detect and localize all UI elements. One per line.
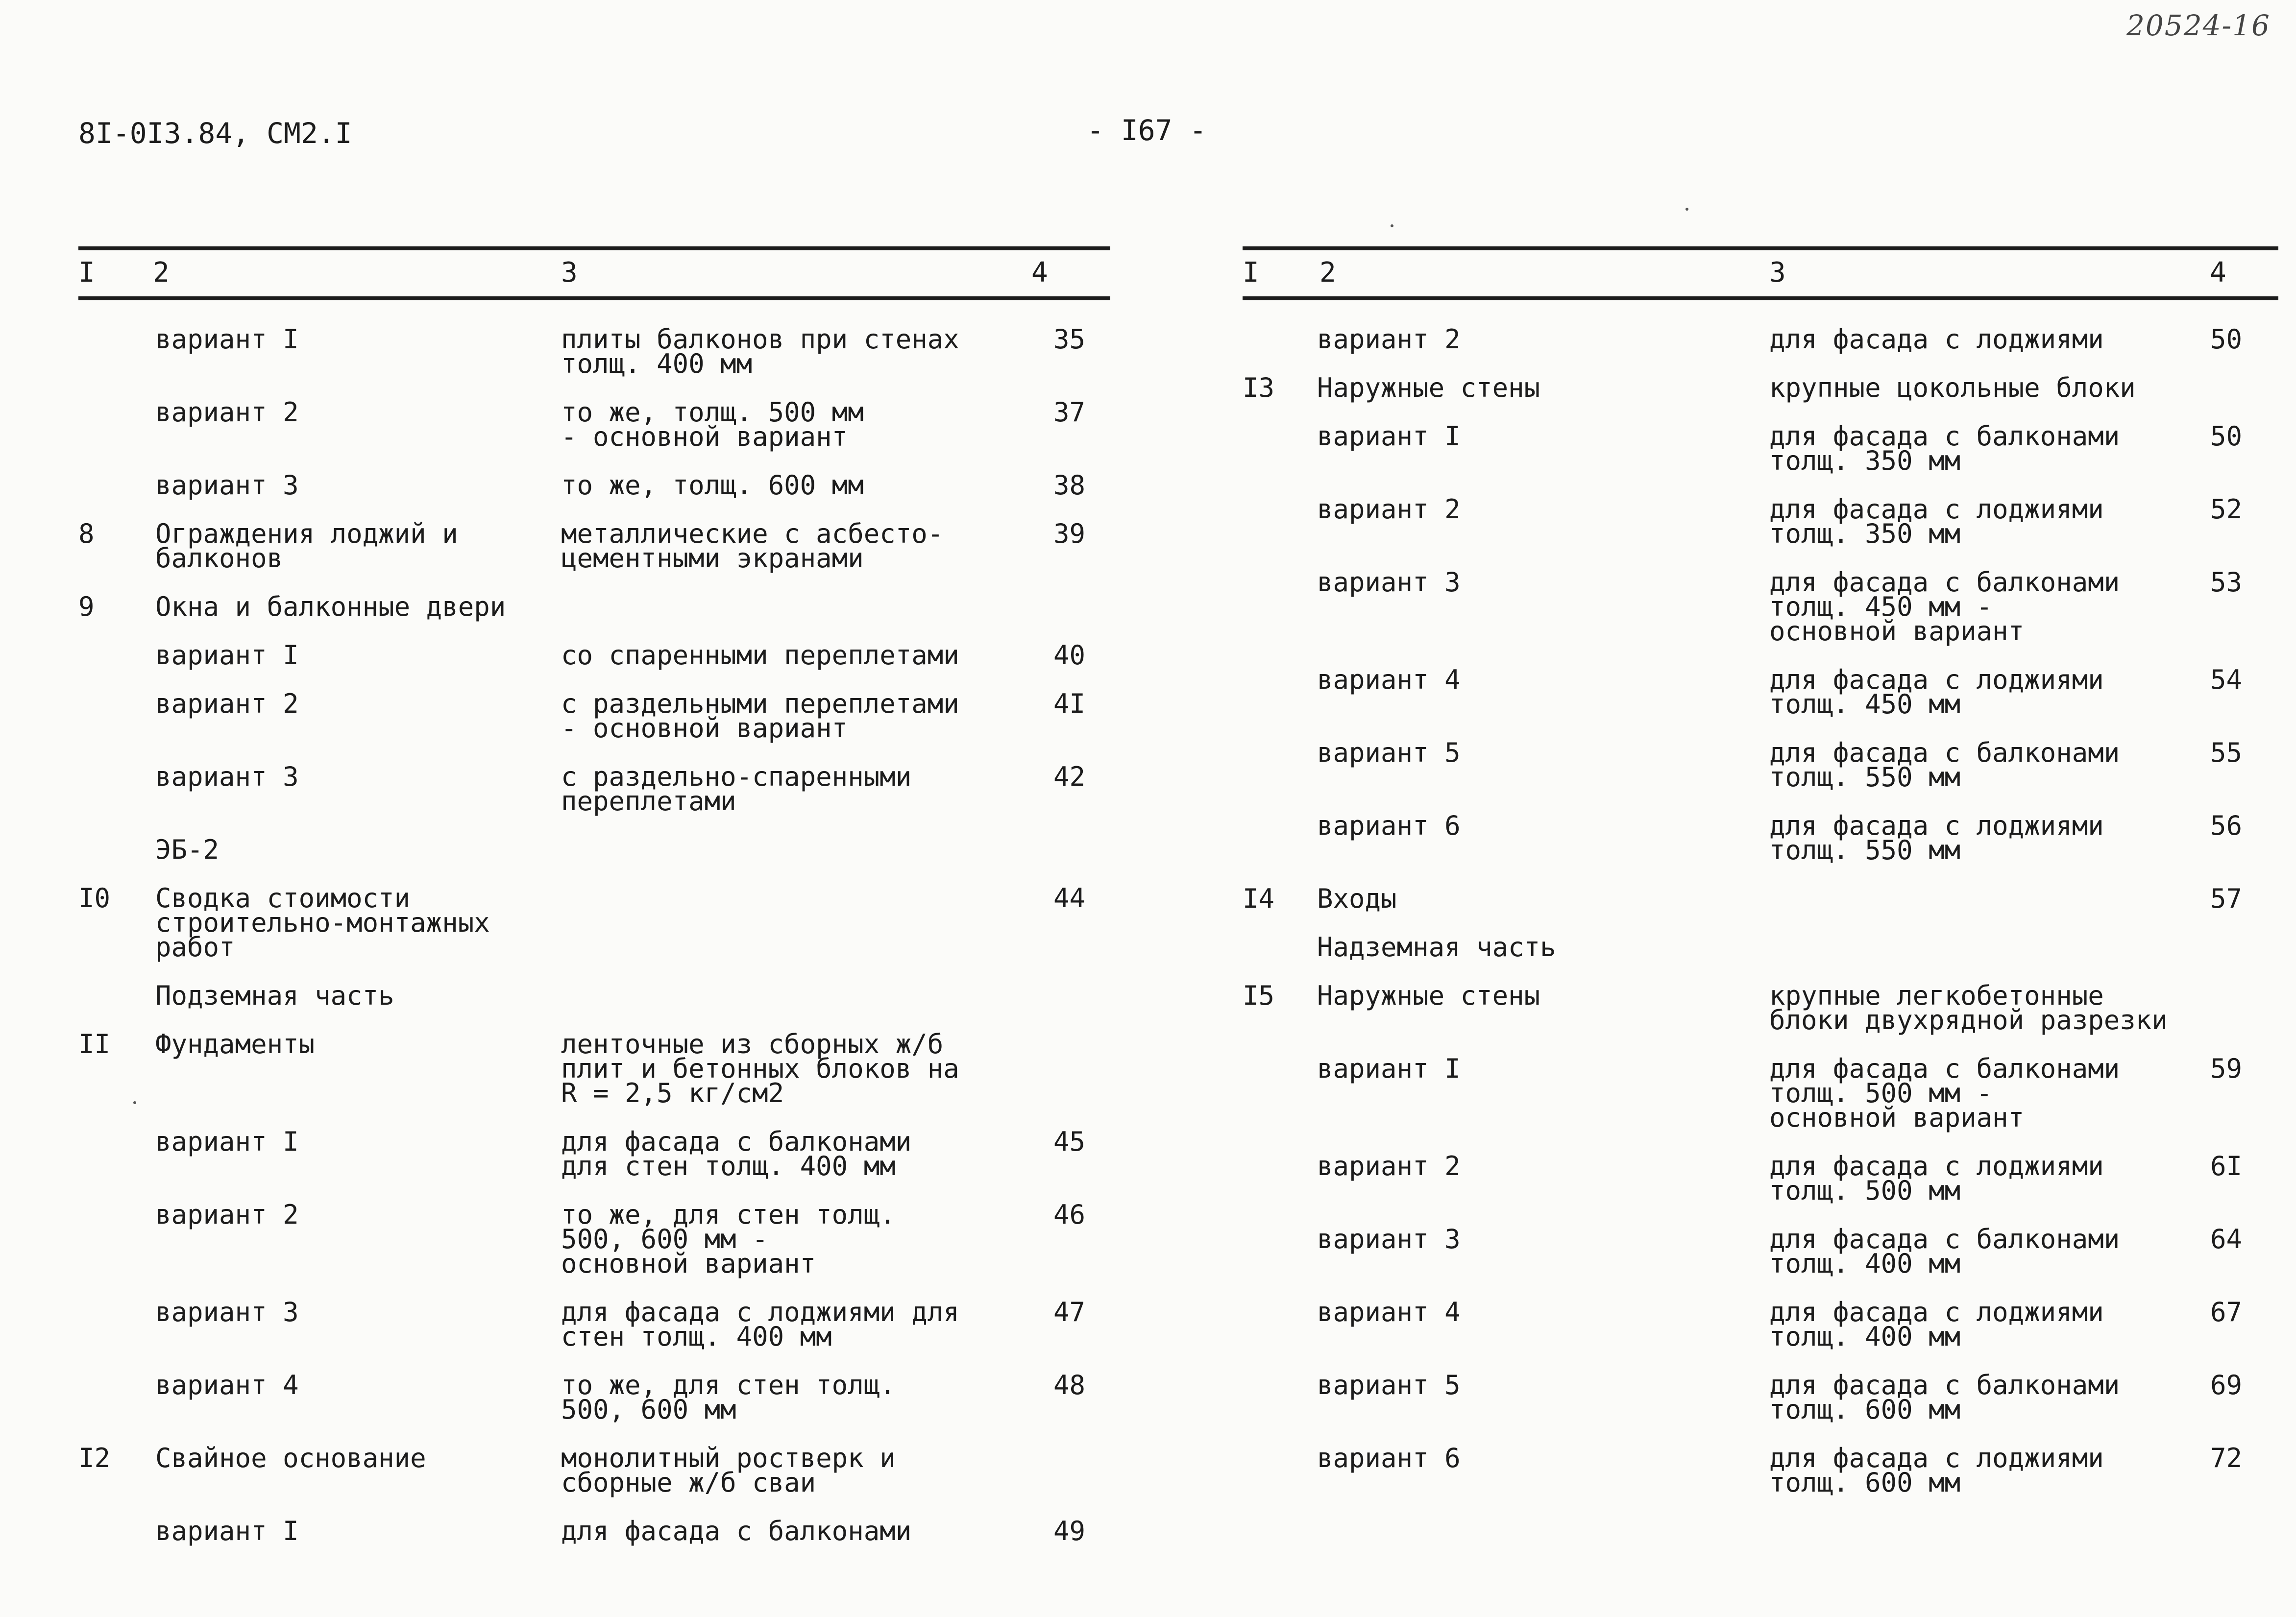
table-row [78, 883, 1110, 963]
handwritten-number: 20524-16 [2126, 9, 2271, 42]
row-page: 64 [2210, 1224, 2242, 1255]
row-name: вариант 4 [1317, 664, 1461, 695]
table-row [1243, 1224, 2278, 1279]
table-row [1243, 324, 2278, 355]
table-row [78, 518, 1110, 574]
table-row [78, 1199, 1110, 1279]
row-name: вариант 3 [1317, 567, 1461, 598]
row-name: вариант 5 [1317, 1370, 1461, 1400]
speck [1685, 208, 1688, 211]
table-top-rule [78, 246, 1110, 250]
row-name: вариант 4 [1317, 1297, 1461, 1327]
row-description: ленточные из сборных ж/б плит и бетонных блоков на R = 2,5 кг/см2 [561, 1029, 959, 1109]
row-name: вариант 3 [155, 761, 299, 792]
row-page: 55 [2210, 737, 2242, 768]
row-description: для фасада с лоджиями толщ. 450 мм [1769, 664, 2104, 720]
row-page: 50 [2210, 324, 2242, 355]
row-name: Сводка стоимости строительно-монтажных работ [155, 883, 490, 963]
header-col-3: 3 [561, 257, 578, 289]
row-description: для фасада с лоджиями толщ. 400 мм [1769, 1297, 2104, 1352]
header-col-1: I [78, 257, 95, 289]
row-number: I2 [78, 1443, 111, 1473]
table-row [1243, 980, 2278, 1036]
row-page: 57 [2210, 883, 2242, 914]
row-description: для фасада с лоджиями для стен толщ. 400 мм [561, 1297, 959, 1352]
row-number: II [78, 1029, 111, 1060]
row-page: 6I [2210, 1151, 2242, 1182]
row-name: вариант 2 [155, 688, 299, 719]
row-name: вариант 5 [1317, 737, 1461, 768]
row-description: для фасада с балконами толщ. 400 мм [1769, 1224, 2120, 1279]
table-row [78, 1297, 1110, 1352]
table-row [1243, 1297, 2278, 1352]
row-name: вариант 4 [155, 1370, 299, 1400]
header-col-3: 3 [1769, 257, 1786, 289]
table-top-rule [1243, 246, 2278, 250]
table-row [1243, 883, 2278, 914]
row-page: 49 [1053, 1516, 1085, 1546]
table-row [1243, 1151, 2278, 1206]
row-number: I5 [1243, 980, 1275, 1011]
row-name: Свайное основание [155, 1443, 426, 1473]
row-description: то же, толщ. 500 мм - основной вариант [561, 397, 864, 452]
row-description: металлические с асбесто- цементными экранами [561, 518, 944, 574]
row-page: 53 [2210, 567, 2242, 598]
row-description: то же, для стен толщ. 500, 600 мм - основной вариант [561, 1199, 896, 1279]
row-page: 37 [1053, 397, 1085, 428]
row-name: ЭБ-2 [155, 834, 220, 865]
row-description: для фасада с лоджиями толщ. 350 мм [1769, 494, 2104, 549]
row-description: монолитный ростверк и сборные ж/б сваи [561, 1443, 896, 1498]
row-description: для фасада с балконами толщ. 450 мм - основной вариант [1769, 567, 2120, 647]
row-name: Окна и балконные двери [155, 591, 506, 622]
row-name: вариант 2 [1317, 494, 1461, 525]
row-number: 8 [78, 518, 95, 549]
row-name: вариант 6 [1317, 810, 1461, 841]
row-description: для фасада с балконами толщ. 600 мм [1769, 1370, 2120, 1425]
row-page: 45 [1053, 1126, 1085, 1157]
row-page: 48 [1053, 1370, 1085, 1400]
table-row [1243, 1370, 2278, 1425]
table-row [1243, 567, 2278, 647]
row-name: вариант 2 [155, 1199, 299, 1230]
row-description: то же, для стен толщ. 500, 600 мм [561, 1370, 896, 1425]
row-name: вариант I [155, 1516, 299, 1546]
row-name: Входы [1317, 883, 1397, 914]
table-row [78, 1443, 1110, 1498]
row-page: 69 [2210, 1370, 2242, 1400]
table-row [78, 470, 1110, 501]
row-name: вариант 2 [155, 397, 299, 428]
row-name: вариант 2 [1317, 1151, 1461, 1182]
row-page: 4I [1053, 688, 1085, 719]
row-description: для фасада с балконами для стен толщ. 400 мм [561, 1126, 912, 1182]
row-page: 50 [2210, 421, 2242, 452]
row-name: Ограждения лоджий и балконов [155, 518, 458, 574]
table-row [1243, 932, 2278, 963]
table-row [1243, 1443, 2278, 1498]
table-row [78, 591, 1110, 622]
row-number: I0 [78, 883, 111, 914]
row-name: вариант 3 [1317, 1224, 1461, 1255]
row-description: то же, толщ. 600 мм [561, 470, 864, 501]
row-name: Фундаменты [155, 1029, 315, 1060]
row-name: вариант I [155, 1126, 299, 1157]
table-row [1243, 1053, 2278, 1133]
table-row [78, 1029, 1110, 1109]
row-description: для фасада с лоджиями толщ. 500 мм [1769, 1151, 2104, 1206]
row-page: 52 [2210, 494, 2242, 525]
row-description: с раздельными переплетами - основной вариант [561, 688, 959, 744]
row-description: плиты балконов при стенах толщ. 400 мм [561, 324, 959, 379]
table-row [78, 1516, 1110, 1546]
row-page: 56 [2210, 810, 2242, 841]
row-name: вариант I [155, 640, 299, 671]
row-page: 72 [2210, 1443, 2242, 1473]
row-page: 38 [1053, 470, 1085, 501]
row-description: для фасада с лоджиями [1769, 324, 2104, 355]
row-description: для фасада с лоджиями толщ. 550 мм [1769, 810, 2104, 866]
row-name: вариант 2 [1317, 324, 1461, 355]
table-row [1243, 421, 2278, 476]
table-row [1243, 664, 2278, 720]
row-description: для фасада с балконами [561, 1516, 912, 1546]
row-page: 35 [1053, 324, 1085, 355]
table-row [78, 834, 1110, 865]
row-page: 47 [1053, 1297, 1085, 1327]
table-row [78, 761, 1110, 817]
row-description: с раздельно-спаренными переплетами [561, 761, 912, 817]
table-header-rule [78, 296, 1110, 300]
table-row [78, 397, 1110, 452]
row-name: вариант 3 [155, 470, 299, 501]
row-page: 59 [2210, 1053, 2242, 1084]
row-name: вариант 3 [155, 1297, 299, 1327]
row-number: I4 [1243, 883, 1275, 914]
table-header-rule [1243, 296, 2278, 300]
table-row [78, 1126, 1110, 1182]
header-col-4: 4 [1031, 257, 1048, 289]
table-rows [78, 324, 1110, 1568]
row-page: 40 [1053, 640, 1085, 671]
row-page: 54 [2210, 664, 2242, 695]
row-description: крупные цокольные блоки [1769, 372, 2136, 403]
document-code: 8I-0I3.84, CM2.I [78, 117, 352, 150]
row-description: со спаренными переплетами [561, 640, 959, 671]
header-col-2: 2 [153, 257, 170, 289]
table-row [1243, 372, 2278, 403]
row-number: 9 [78, 591, 95, 622]
row-description: крупные легкобетонные блоки двухрядной разрезки [1769, 980, 2168, 1036]
row-description: для фасада с балконами толщ. 350 мм [1769, 421, 2120, 476]
row-name: вариант I [155, 324, 299, 355]
row-description: для фасада с лоджиями толщ. 600 мм [1769, 1443, 2104, 1498]
table-rows [1243, 324, 2278, 1519]
table-row [1243, 737, 2278, 793]
row-description: для фасада с балконами толщ. 550 мм [1769, 737, 2120, 793]
table-row [1243, 494, 2278, 549]
row-number: I3 [1243, 372, 1275, 403]
row-name: Подземная часть [155, 980, 394, 1011]
row-description: для фасада с балконами толщ. 500 мм - основной вариант [1769, 1053, 2120, 1133]
page-number: - I67 - [1087, 114, 1207, 147]
row-page: 39 [1053, 518, 1085, 549]
table-row [78, 1370, 1110, 1425]
row-name: вариант 6 [1317, 1443, 1461, 1473]
row-name: вариант I [1317, 1053, 1461, 1084]
table-row [78, 324, 1110, 379]
table-row [78, 688, 1110, 744]
table-row [1243, 810, 2278, 866]
row-page: 42 [1053, 761, 1085, 792]
row-page: 67 [2210, 1297, 2242, 1327]
row-page: 44 [1053, 883, 1085, 914]
row-name: вариант I [1317, 421, 1461, 452]
header-col-1: I [1243, 257, 1259, 289]
table-row [78, 980, 1110, 1011]
row-name: Наружные стены [1317, 980, 1540, 1011]
row-name: Надземная часть [1317, 932, 1556, 963]
header-col-2: 2 [1319, 257, 1336, 289]
row-page: 46 [1053, 1199, 1085, 1230]
row-name: Наружные стены [1317, 372, 1540, 403]
table-row [78, 640, 1110, 671]
speck [1391, 224, 1393, 227]
header-col-4: 4 [2210, 257, 2226, 289]
